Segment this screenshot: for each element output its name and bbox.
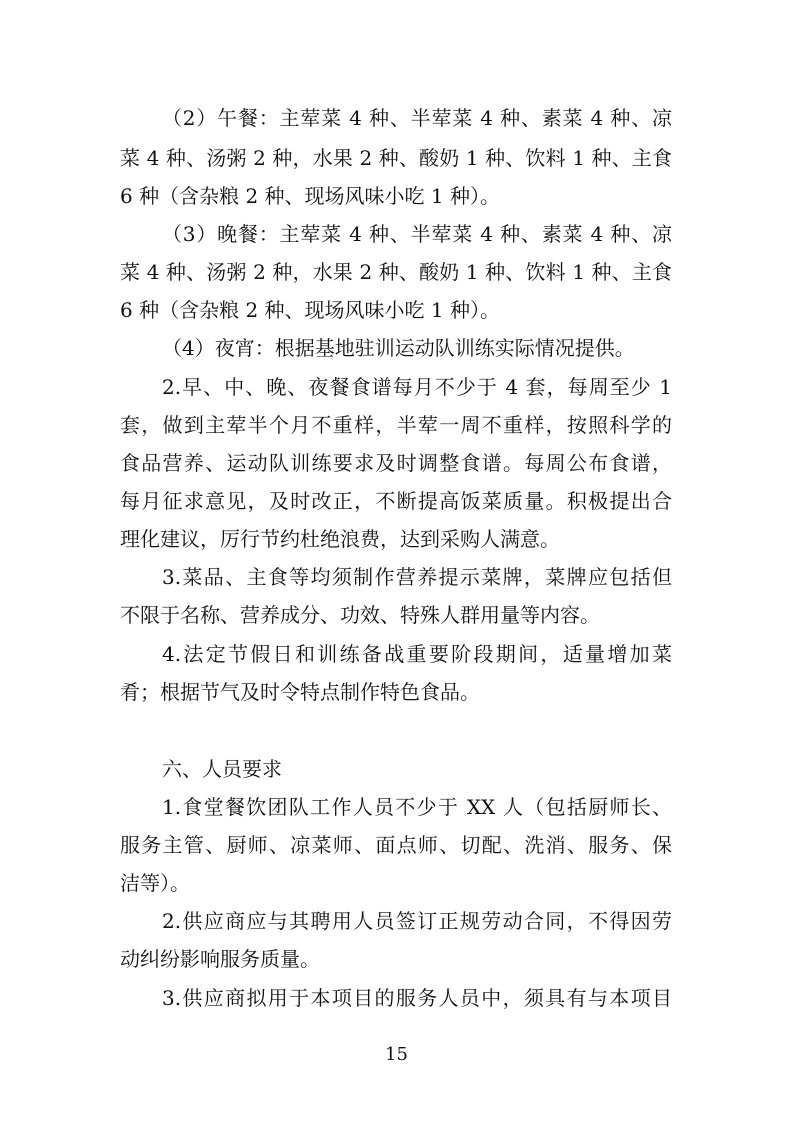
text-line: 6 种（含杂粮 2 种、现场风味小吃 1 种）。 xyxy=(120,298,500,322)
text-line: 菜 4 种、汤粥 2 种，水果 2 种、酸奶 1 种、饮料 1 种、主食 xyxy=(120,260,672,284)
text-line: （4）夜宵：根据基地驻训运动队训练实际情况提供。 xyxy=(162,336,635,360)
text-line: 2.早、中、晚、夜餐食谱每月不少于 4 套，每周至少 1 xyxy=(162,375,672,399)
text-line: 服务主管、厨师、凉菜师、面点师、切配、洗消、服务、保 xyxy=(120,833,672,857)
text-line: 理化建议，厉行节约杜绝浪费，达到采购人满意。 xyxy=(120,527,560,551)
text-line: 2.供应商应与其聘用人员签订正规劳动合同，不得因劳 xyxy=(162,909,672,933)
text-line: 3.供应商拟用于本项目的服务人员中，须具有与本项目 xyxy=(162,986,672,1010)
text-line: 不限于名称、营养成分、功效、特殊人群用量等内容。 xyxy=(120,603,600,627)
text-line: 肴；根据节气及时令特点制作特色食品。 xyxy=(120,680,480,704)
text-line: 洁等）。 xyxy=(120,871,190,895)
text-line: 6 种（含杂粮 2 种、现场风味小吃 1 种）。 xyxy=(120,184,500,208)
page-number: 15 xyxy=(385,1044,408,1065)
text-line: 动纠纷影响服务质量。 xyxy=(120,947,320,971)
section-heading: 六、人员要求 xyxy=(162,757,282,781)
text-line: 菜 4 种、汤粥 2 种，水果 2 种、酸奶 1 种、饮料 1 种、主食 xyxy=(120,146,672,170)
text-line: 食品营养、运动队训练要求及时调整食谱。每周公布食谱， xyxy=(120,451,672,475)
text-line: 套，做到主荤半个月不重样，半荤一周不重样，按照科学的 xyxy=(120,413,672,437)
text-line: 4.法定节假日和训练备战重要阶段期间，适量增加菜 xyxy=(162,642,672,666)
text-line: 3.菜品、主食等均须制作营养提示菜牌，菜牌应包括但 xyxy=(162,565,672,589)
text-line: 每月征求意见，及时改正，不断提高饭菜质量。积极提出合 xyxy=(120,489,672,513)
text-line: 1.食堂餐饮团队工作人员不少于 XX 人（包括厨师长、 xyxy=(162,795,672,819)
text-line: （3）晚餐：主荤菜 4 种、半荤菜 4 种、素菜 4 种、凉 xyxy=(162,222,672,246)
text-line: （2）午餐：主荤菜 4 种、半荤菜 4 种、素菜 4 种、凉 xyxy=(162,106,672,130)
